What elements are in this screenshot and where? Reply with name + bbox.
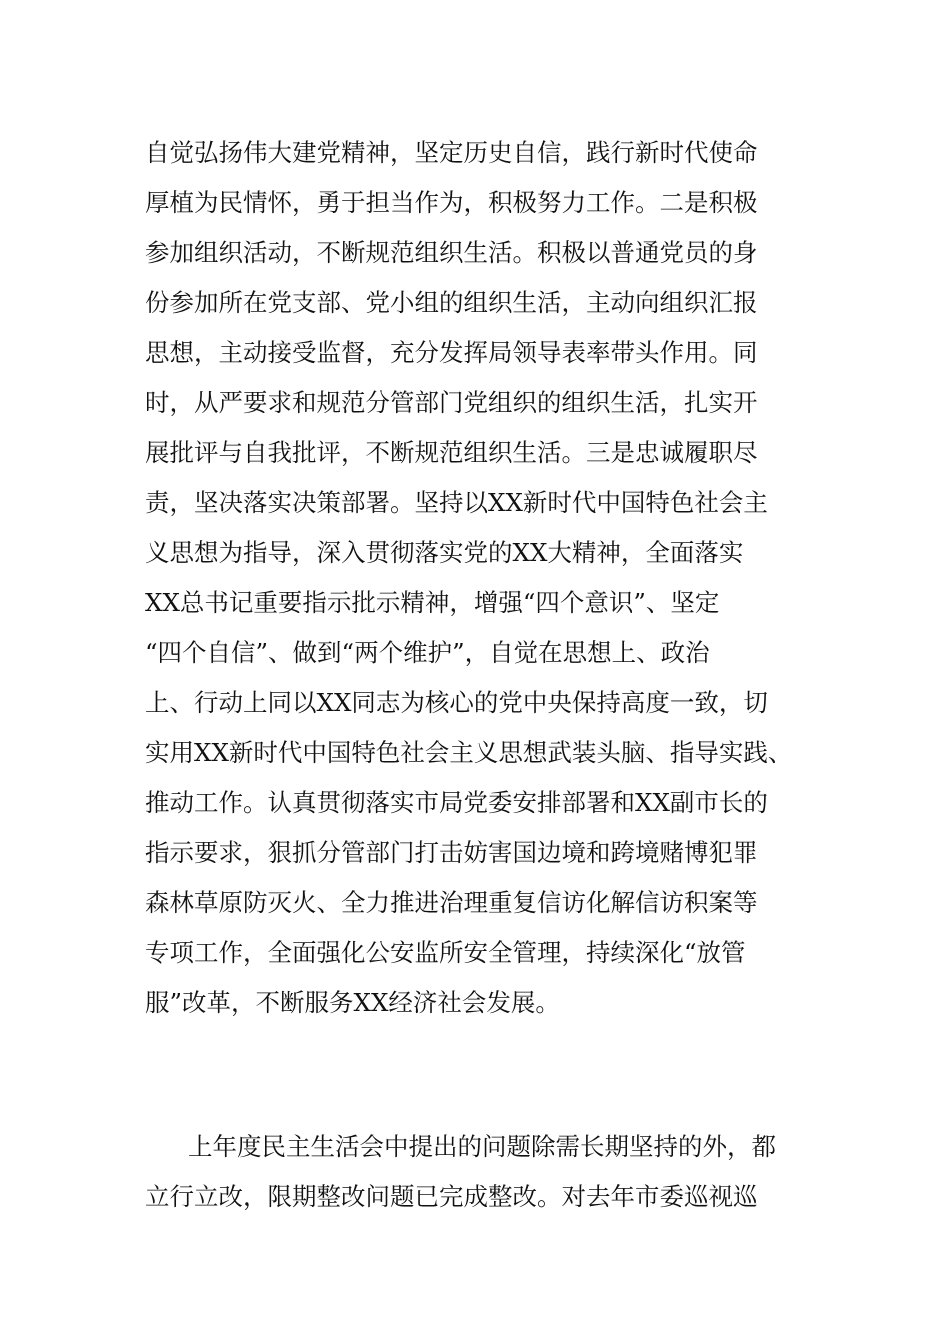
paragraph-line: 推动工作。认真贯彻落实市局党委安排部署和XX副市长的	[145, 788, 768, 817]
paragraph-line: 自觉弘扬伟大建党精神，坚定历史自信，践行新时代使命	[145, 138, 758, 167]
paragraph-line: 厚植为民情怀，勇于担当作为，积极努力工作。二是积极	[145, 188, 758, 217]
paragraph-line: 上年度民主生活会中提出的问题除需长期坚持的外，都	[188, 1132, 776, 1161]
paragraph-line: 义思想为指导，深入贯彻落实党的XX大精神，全面落实	[145, 538, 744, 567]
paragraph-line: 思想，主动接受监督，充分发挥局领导表率带头作用。同	[145, 338, 758, 367]
paragraph-line: “四个自信”、做到“两个维护”，自觉在思想上、政治	[145, 638, 710, 667]
paragraph-line: 立行立改，限期整改问题已完成整改。对去年市委巡视巡	[145, 1182, 758, 1211]
paragraph-line: 份参加所在党支部、党小组的组织生活，主动向组织汇报	[145, 288, 758, 317]
paragraph-line: 责，坚决落实决策部署。坚持以XX新时代中国特色社会主	[145, 488, 768, 517]
paragraph-line: 上、行动上同以XX同志为核心的党中央保持高度一致，切	[145, 688, 768, 717]
paragraph-line: 指示要求，狠抓分管部门打击妨害国边境和跨境赌博犯罪	[145, 838, 758, 867]
paragraph-line: 时，从严要求和规范分管部门党组织的组织生活，扎实开	[145, 388, 758, 417]
paragraph-line: XX总书记重要指示批示精神，增强“四个意识”、坚定	[145, 588, 720, 617]
paragraph-line: 参加组织活动，不断规范组织生活。积极以普通党员的身	[145, 238, 758, 267]
paragraph-line: 森林草原防灭火、全力推进治理重复信访化解信访积案等	[145, 888, 758, 917]
paragraph-line: 展批评与自我批评，不断规范组织生活。三是忠诚履职尽	[145, 438, 758, 467]
paragraph-line: 专项工作，全面强化公安监所安全管理，持续深化“放管	[145, 938, 746, 967]
paragraph-line: 实用XX新时代中国特色社会主义思想武装头脑、指导实践、	[145, 738, 793, 767]
paragraph-line: 服”改革，不断服务XX经济社会发展。	[145, 988, 560, 1017]
